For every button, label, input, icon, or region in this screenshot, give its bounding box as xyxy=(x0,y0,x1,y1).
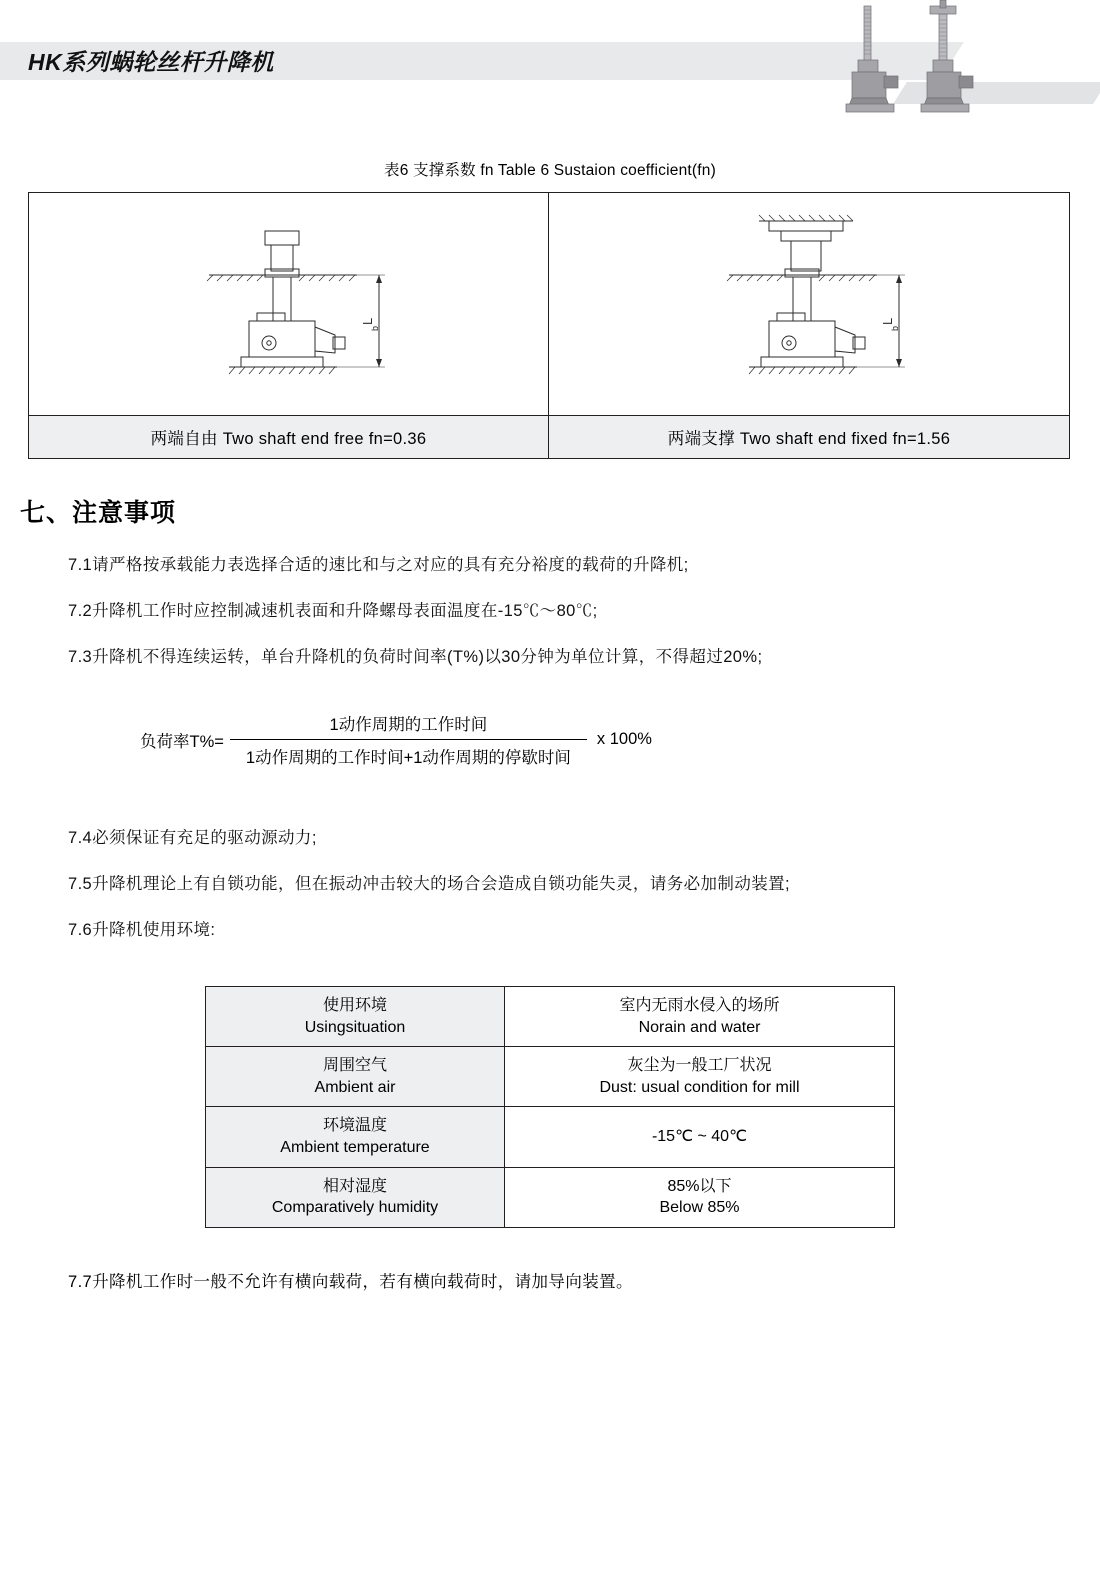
env-value-cell xyxy=(505,1107,895,1167)
screw-jack-product-photo xyxy=(844,0,1004,122)
table-row xyxy=(206,1107,895,1167)
note-item-7-7: 7.7升降机工作时一般不允许有横向载荷，若有横向载荷时，请加导向装置。 xyxy=(68,1272,633,1291)
support-coefficient-table xyxy=(28,192,1070,459)
env-value-cn: 85%以下 xyxy=(667,1177,732,1195)
formula-denominator: 1动作周期的工作时间+1动作周期的停歇时间 xyxy=(245,749,571,767)
environment-table xyxy=(205,986,895,1228)
diagram-row xyxy=(29,193,1069,458)
section-heading: 七、注意事项 xyxy=(20,499,177,527)
env-key-en: Ambient temperature xyxy=(280,1138,430,1156)
formula-fraction xyxy=(230,711,587,768)
diagram-cell-fixed-end xyxy=(549,193,1069,458)
load-rate-formula xyxy=(0,711,1100,768)
note-item-7-5: 7.5升降机理论上有自锁功能，但在振动冲击较大的场合会造成自锁功能失灵，请务必加制动装置; xyxy=(68,875,791,893)
env-key-cell xyxy=(206,1167,505,1227)
diagram-cell-free-end xyxy=(29,193,549,458)
fixed-end-label: 两端支撑 Two shaft end fixed fn=1.56 xyxy=(549,415,1069,458)
formula-numerator: 1动作周期的工作时间 xyxy=(329,716,488,734)
page-title: HK系列蜗轮丝杆升降机 xyxy=(28,49,274,75)
env-value-cell xyxy=(505,987,895,1047)
note-item-7-6: 7.6升降机使用环境: xyxy=(68,921,216,939)
env-key-cell xyxy=(206,987,505,1047)
formula-right-side: x 100% xyxy=(596,730,652,748)
env-value-cell xyxy=(505,1047,895,1107)
env-value-en: Norain and water xyxy=(638,1018,761,1036)
env-key-en: Comparatively humidity xyxy=(271,1199,439,1217)
figure-table-caption: 表6 支撑系数 fn Table 6 Sustaion coefficient(fn) xyxy=(384,162,716,179)
note-item-7-1: 7.1请严格按承载能力表选择合适的速比和与之对应的具有充分裕度的载荷的升降机; xyxy=(68,556,689,574)
env-value-en: Below 85% xyxy=(659,1199,740,1217)
env-value-cn: 室内无雨水侵入的场所 xyxy=(619,997,780,1014)
screw-jack-fixed-end-diagram xyxy=(549,193,1069,415)
environment-table-wrapper xyxy=(0,986,1100,1228)
page-header xyxy=(0,0,1100,130)
table-row xyxy=(206,1167,895,1227)
env-key-cell xyxy=(206,1047,505,1107)
dimension-label: L xyxy=(880,317,895,325)
env-key-cn: 相对湿度 xyxy=(322,1177,387,1195)
note-item-7-2: 7.2升降机工作时应控制减速机表面和升降螺母表面温度在-15℃～80℃; xyxy=(68,602,598,620)
env-key-cn: 环境温度 xyxy=(322,1117,387,1135)
env-key-en: Ambient air xyxy=(314,1078,396,1096)
table-row xyxy=(206,987,895,1047)
svg-text:b: b xyxy=(369,325,380,331)
env-value-en: Dust: usual condition for mill xyxy=(599,1078,800,1096)
env-value-cn: 灰尘为一般工厂状况 xyxy=(627,1057,772,1075)
env-key-cn: 周围空气 xyxy=(322,1057,387,1075)
table-row xyxy=(206,1047,895,1107)
env-key-cn: 使用环境 xyxy=(322,997,387,1014)
dimension-label: L xyxy=(359,317,375,325)
svg-text:b: b xyxy=(890,325,900,331)
env-value-cn: -15℃ ~ 40℃ xyxy=(651,1128,748,1146)
env-key-en: Usingsituation xyxy=(304,1018,406,1036)
formula-left-side: 负荷率T%= xyxy=(140,732,224,751)
screw-jack-free-end-diagram xyxy=(29,193,548,415)
free-end-label: 两端自由 Two shaft end free fn=0.36 xyxy=(29,415,548,458)
env-key-cell xyxy=(206,1107,505,1167)
note-item-7-4: 7.4必须保证有充足的驱动源动力; xyxy=(68,829,317,847)
note-item-7-3: 7.3升降机不得连续运转，单台升降机的负荷时间率(T%)以30分钟为单位计算，不得超过20%; xyxy=(68,648,763,666)
env-value-cell xyxy=(505,1167,895,1227)
